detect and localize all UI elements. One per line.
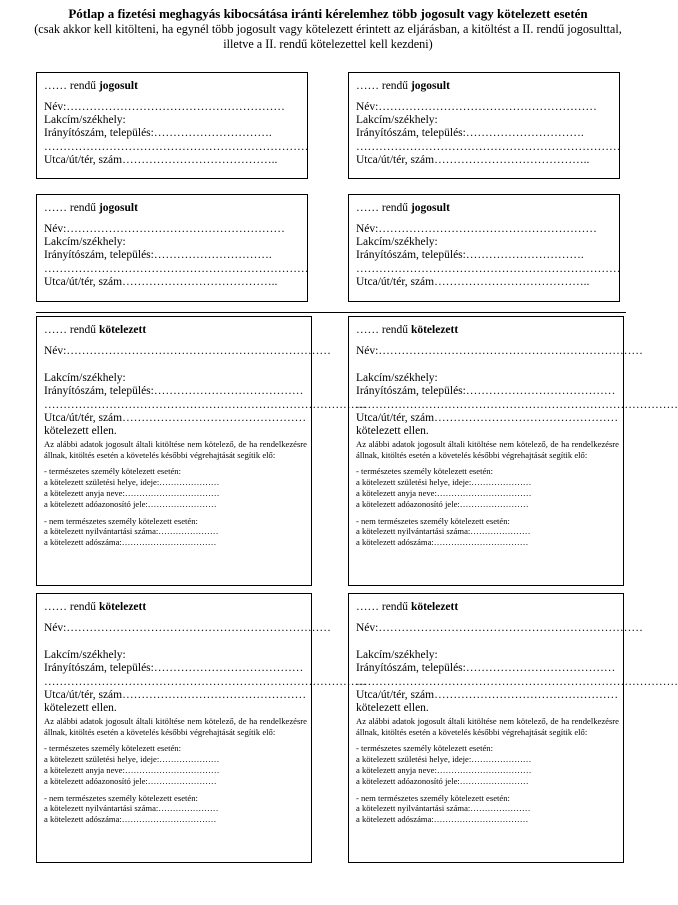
registration-number-field[interactable]: a kötelezett nyilvántartási száma:………………… — [44, 803, 219, 814]
street-field[interactable]: Utca/út/tér, szám………………………………………… — [44, 411, 307, 424]
address-continuation-field[interactable]: …………………………………………………………… — [44, 140, 309, 153]
kotelezett-header: …… rendű kötelezett — [356, 324, 459, 336]
address-label: Lakcím/székhely: — [44, 114, 126, 127]
jogosult-header: …… rendű jogosult — [356, 80, 450, 92]
page-subtitle: (csak akkor kell kitölteni, ha egynél több jogosult vagy kötelezett érintett az eljárásban, a kitöltést a II. rendű jogosulttal, illetve a II. rendű kötelezettel kell kezdeni) — [34, 22, 622, 51]
name-field[interactable]: Név:…………………………………………………………… — [44, 622, 331, 634]
kotelezett-box — [36, 593, 366, 863]
tax-id-field[interactable]: a kötelezett adóazonosító jele:…………………… — [44, 775, 217, 786]
legal-person-header: - nem természetes személy kötelezett esetén: — [44, 792, 198, 803]
address-label: Lakcím/székhely: — [44, 236, 126, 249]
postcode-city-field[interactable]: Irányítószám, település:………………………………… — [44, 385, 304, 398]
name-field[interactable]: Név:…………………………………………………………… — [44, 345, 331, 357]
kotelezett-box — [36, 316, 366, 586]
against-text: kötelezett ellen. — [356, 425, 429, 438]
optional-data-note: Az alábbi adatok jogosult általi kitöltése nem kötelező, de ha rendelkezésre állnak, kitöltés esetén a követelés későbbi végrehajtását segítik elő: — [44, 716, 307, 737]
natural-person-header: - természetes személy kötelezett esetén: — [356, 743, 493, 754]
birth-place-date-field[interactable]: a kötelezett születési helye, ideje:………………… — [356, 477, 532, 488]
jogosult-header: …… rendű jogosult — [44, 202, 138, 214]
tax-id-field[interactable]: a kötelezett adóazonosító jele:…………………… — [356, 775, 529, 786]
address-continuation-field[interactable]: …………………………………………………………… — [356, 262, 621, 275]
name-field[interactable]: Név:…………………………………………………………… — [356, 622, 643, 634]
jogosult-box — [348, 194, 620, 302]
tax-number-field[interactable]: a kötelezett adószáma:…………………………… — [44, 537, 217, 548]
kotelezett-box — [348, 316, 678, 586]
address-continuation-field[interactable]: ………………………………………………………………………… — [356, 398, 678, 411]
natural-person-header: - természetes személy kötelezett esetén: — [44, 743, 181, 754]
address-label: Lakcím/székhely: — [44, 649, 126, 662]
address-label: Lakcím/székhely: — [356, 649, 438, 662]
address-continuation-field[interactable]: ………………………………………………………………………… — [44, 675, 366, 688]
legal-person-header: - nem természetes személy kötelezett esetén: — [356, 792, 510, 803]
tax-number-field[interactable]: a kötelezett adószáma:…………………………… — [356, 537, 529, 548]
kotelezett-header: …… rendű kötelezett — [44, 324, 147, 336]
mother-name-field[interactable]: a kötelezett anyja neve:…………………………… — [356, 488, 532, 498]
legal-person-header: - nem természetes személy kötelezett esetén: — [356, 515, 510, 526]
against-text: kötelezett ellen. — [356, 702, 429, 715]
address-continuation-field[interactable]: ………………………………………………………………………… — [44, 398, 366, 411]
mother-name-field[interactable]: a kötelezett anyja neve:…………………………… — [44, 488, 220, 498]
name-field[interactable]: Név:…………………………………………………………… — [356, 345, 643, 357]
kotelezett-header: …… rendű kötelezett — [356, 601, 459, 613]
address-label: Lakcím/székhely: — [356, 236, 438, 249]
optional-data-note: Az alábbi adatok jogosult általi kitöltése nem kötelező, de ha rendelkezésre állnak, kitöltés esetén a követelés későbbi végrehajtását segítik elő: — [44, 439, 307, 460]
postcode-city-field[interactable]: Irányítószám, település:…………………………. — [44, 249, 272, 262]
name-field[interactable]: Név:………………………………………………… — [356, 223, 597, 235]
registration-number-field[interactable]: a kötelezett nyilvántartási száma:………………… — [356, 526, 531, 537]
jogosult-box — [36, 194, 308, 302]
kotelezett-header: …… rendű kötelezett — [44, 601, 147, 613]
postcode-city-field[interactable]: Irányítószám, település:………………………………… — [356, 662, 616, 675]
address-continuation-field[interactable]: …………………………………………………………… — [44, 262, 309, 275]
optional-data-note: Az alábbi adatok jogosult általi kitöltése nem kötelező, de ha rendelkezésre állnak, kitöltés esetén a követelés későbbi végrehajtását segítik elő: — [356, 716, 619, 737]
postcode-city-field[interactable]: Irányítószám, település:…………………………. — [356, 249, 584, 262]
against-text: kötelezett ellen. — [44, 702, 117, 715]
registration-number-field[interactable]: a kötelezett nyilvántartási száma:………………… — [44, 526, 219, 537]
address-continuation-field[interactable]: …………………………………………………………… — [356, 140, 621, 153]
jogosult-header: …… rendű jogosult — [44, 80, 138, 92]
street-field[interactable]: Utca/út/tér, szám………………………………………… — [44, 688, 307, 701]
street-field[interactable]: Utca/út/tér, szám………………………………….. — [44, 153, 278, 166]
street-field[interactable]: Utca/út/tér, szám………………………………….. — [44, 275, 278, 288]
name-field[interactable]: Név:………………………………………………… — [44, 223, 285, 235]
legal-person-header: - nem természetes személy kötelezett esetén: — [44, 515, 198, 526]
street-field[interactable]: Utca/út/tér, szám………………………………….. — [356, 153, 590, 166]
birth-place-date-field[interactable]: a kötelezett születési helye, ideje:………………… — [356, 754, 532, 765]
tax-id-field[interactable]: a kötelezett adóazonosító jele:…………………… — [356, 498, 529, 509]
tax-number-field[interactable]: a kötelezett adószáma:…………………………… — [356, 814, 529, 825]
mother-name-field[interactable]: a kötelezett anyja neve:…………………………… — [356, 765, 532, 775]
page-title: Pótlap a fizetési meghagyás kibocsátása iránti kérelemhez több jogosult vagy kötelezett esetén — [68, 6, 588, 21]
postcode-city-field[interactable]: Irányítószám, település:………………………………… — [356, 385, 616, 398]
address-label: Lakcím/székhely: — [356, 372, 438, 385]
name-field[interactable]: Név:………………………………………………… — [44, 101, 285, 113]
jogosult-box — [36, 72, 308, 179]
registration-number-field[interactable]: a kötelezett nyilvántartási száma:………………… — [356, 803, 531, 814]
postcode-city-field[interactable]: Irányítószám, település:…………………………. — [356, 127, 584, 140]
against-text: kötelezett ellen. — [44, 425, 117, 438]
natural-person-header: - természetes személy kötelezett esetén: — [356, 466, 493, 477]
street-field[interactable]: Utca/út/tér, szám………………………………….. — [356, 275, 590, 288]
optional-data-note: Az alábbi adatok jogosult általi kitöltése nem kötelező, de ha rendelkezésre állnak, kitöltés esetén a követelés későbbi végrehajtását segítik elő: — [356, 439, 619, 460]
natural-person-header: - természetes személy kötelezett esetén: — [44, 466, 181, 477]
section-divider — [36, 312, 626, 313]
jogosult-box — [348, 72, 620, 179]
postcode-city-field[interactable]: Irányítószám, település:…………………………. — [44, 127, 272, 140]
address-label: Lakcím/székhely: — [44, 372, 126, 385]
postcode-city-field[interactable]: Irányítószám, település:………………………………… — [44, 662, 304, 675]
street-field[interactable]: Utca/út/tér, szám………………………………………… — [356, 688, 619, 701]
street-field[interactable]: Utca/út/tér, szám………………………………………… — [356, 411, 619, 424]
tax-number-field[interactable]: a kötelezett adószáma:…………………………… — [44, 814, 217, 825]
tax-id-field[interactable]: a kötelezett adóazonosító jele:…………………… — [44, 498, 217, 509]
kotelezett-box — [348, 593, 678, 863]
address-label: Lakcím/székhely: — [356, 114, 438, 127]
jogosult-header: …… rendű jogosult — [356, 202, 450, 214]
birth-place-date-field[interactable]: a kötelezett születési helye, ideje:………………… — [44, 754, 220, 765]
birth-place-date-field[interactable]: a kötelezett születési helye, ideje:………………… — [44, 477, 220, 488]
address-continuation-field[interactable]: ………………………………………………………………………… — [356, 675, 678, 688]
name-field[interactable]: Név:………………………………………………… — [356, 101, 597, 113]
mother-name-field[interactable]: a kötelezett anyja neve:…………………………… — [44, 765, 220, 775]
